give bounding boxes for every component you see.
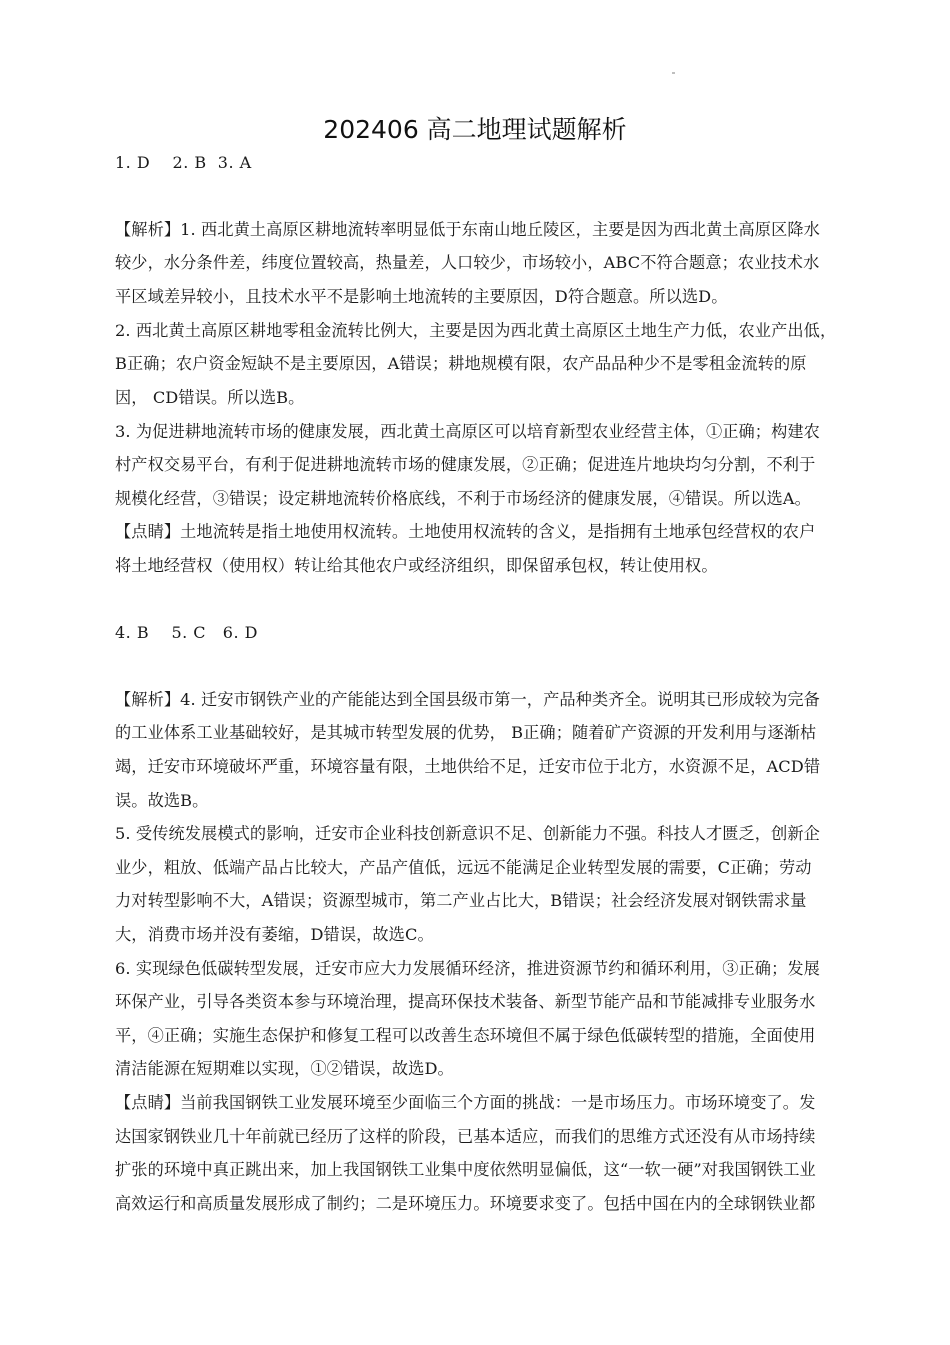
text-line: 2. 西北黄土高原区耕地零租金流转比例大，主要是因为西北黄土高原区土地生产力低，农业产出低， (115, 321, 837, 340)
text-line: 平，④正确；实施生态保护和修复工程可以改善生态环境但不属于绿色低碳转型的措施，全面使用 (115, 1026, 816, 1045)
text-line: 误。故选B。 (115, 791, 209, 810)
text-line: 平区域差异较小，且技术水平不是影响土地流转的主要原因，D符合题意。所以选D。 (115, 287, 728, 306)
text-line: 扩张的环境中真正跳出来，加上我国钢铁工业集中度依然明显偏低，这“一软一硬”对我国钢铁工业 (115, 1160, 816, 1179)
text-line: 的工业体系工业基础较好，是其城市转型发展的优势， B正确；随着矿产资源的开发利用与逐渐枯 (115, 723, 817, 742)
text-line: 达国家钢铁业几十年前就已经历了这样的阶段，已基本适应，而我们的思维方式还没有从市场持续 (115, 1127, 816, 1146)
scan-mark (672, 72, 675, 74)
text-line: 将土地经营权（使用权）转让给其他农户或经济组织，即保留承包权，转让使用权。 (115, 556, 718, 575)
text-line: 规模化经营，③错误；设定耕地流转价格底线，不利于市场经济的健康发展，④错误。所以选A。 (115, 489, 811, 508)
text-line: 【点睛】土地流转是指土地使用权流转。土地使用权流转的含义，是指拥有土地承包经营权的农户 (115, 522, 816, 541)
text-line: 高效运行和高质量发展形成了制约；二是环境压力。环境要求变了。包括中国在内的全球钢铁业都 (115, 1194, 816, 1213)
document-title: 202406 高二地理试题解析 (323, 115, 627, 144)
text-line: 6. 实现绿色低碳转型发展，迁安市应大力发展循环经济，推进资源节约和循环利用，③正确；发展 (115, 959, 820, 978)
text-line: 力对转型影响不大，A错误；资源型城市，第二产业占比大，B错误；社会经济发展对钢铁需求量 (115, 891, 807, 910)
answer-key-1-3: 1. D 2. B 3. A (115, 153, 252, 172)
text-line: 较少，水分条件差，纬度位置较高，热量差，人口较少，市场较小，ABC不符合题意；农业技术水 (115, 253, 820, 272)
text-line: 【解析】4. 迁安市钢铁产业的产能能达到全国县级市第一，产品种类齐全。说明其已形成较为完备 (115, 690, 820, 709)
text-line: B正确；农户资金短缺不是主要原因，A错误；耕地规模有限，农产品品种少不是零租金流转的原 (115, 354, 807, 373)
answer-key-4-6: 4. B 5. C 6. D (115, 623, 258, 642)
text-line: 因， CD错误。所以选B。 (115, 388, 305, 407)
text-line: 清洁能源在短期难以实现，①②错误，故选D。 (115, 1059, 454, 1078)
text-line: 3. 为促进耕地流转市场的健康发展，西北黄土高原区可以培育新型农业经营主体，①正确；构建农 (115, 422, 820, 441)
text-line: 业少，粗放、低端产品占比较大，产品产值低，远远不能满足企业转型发展的需要，C正确；劳动 (115, 858, 812, 877)
text-line: 环保产业，引导各类资本参与环境治理，提高环保技术装备、新型节能产品和节能减排专业服务水 (115, 992, 816, 1011)
text-line: 大，消费市场并没有萎缩，D错误，故选C。 (115, 925, 434, 944)
text-line: 竭，迁安市环境破坏严重，环境容量有限，土地供给不足，迁安市位于北方，水资源不足，ACD错 (115, 757, 821, 776)
text-line: 村产权交易平台，有利于促进耕地流转市场的健康发展，②正确；促进连片地块均匀分割，不利于 (115, 455, 816, 474)
text-line: 【点睛】当前我国钢铁工业发展环境至少面临三个方面的挑战：一是市场压力。市场环境变了。发 (115, 1093, 816, 1112)
text-line: 【解析】1. 西北黄土高原区耕地流转率明显低于东南山地丘陵区，主要是因为西北黄土高原区降水 (115, 220, 820, 239)
text-line: 5. 受传统发展模式的影响，迁安市企业科技创新意识不足、创新能力不强。科技人才匮乏，创新企 (115, 824, 820, 843)
